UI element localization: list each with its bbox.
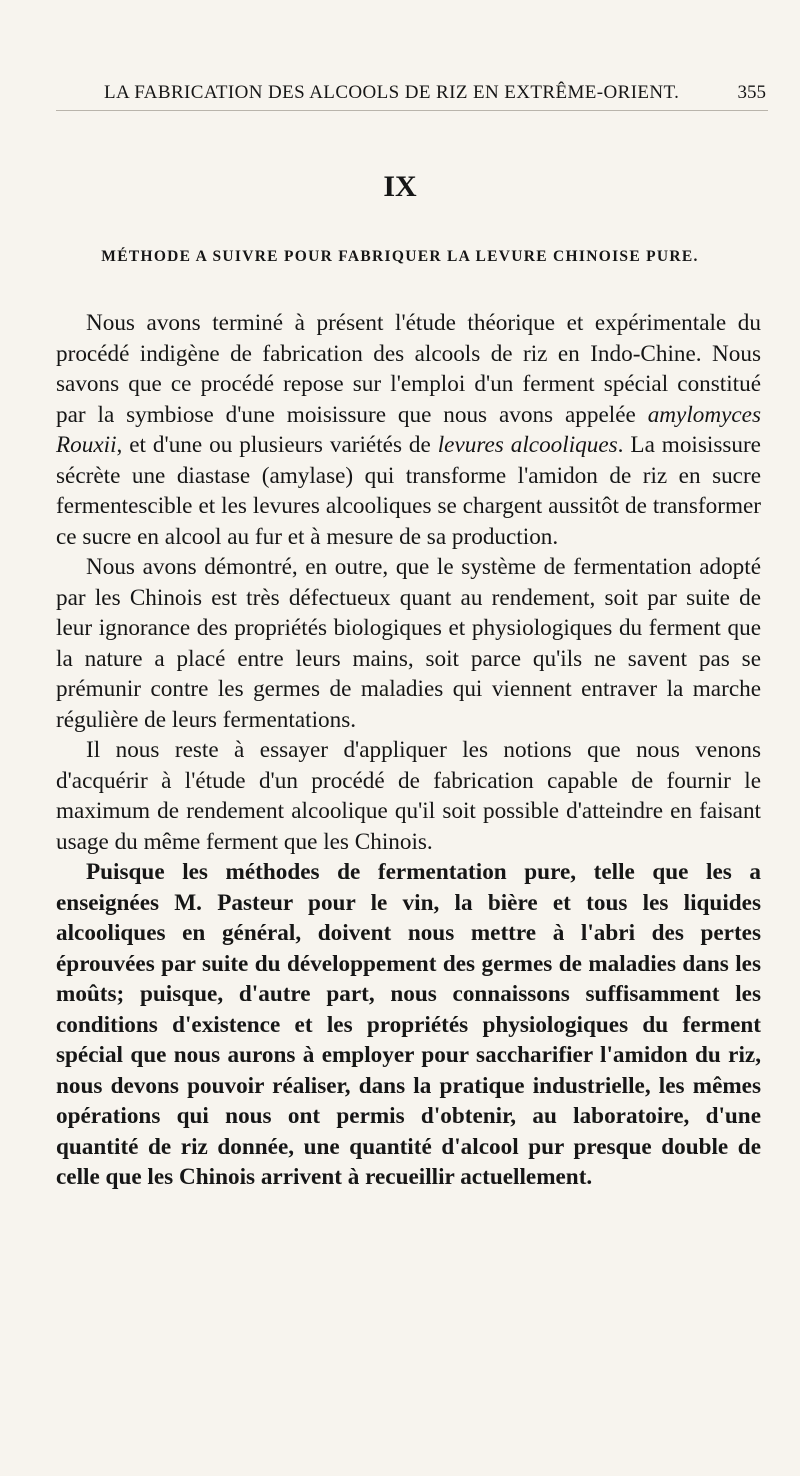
running-title: LA FABRICATION DES ALCOOLS DE RIZ EN EXTRÊME-ORIENT. — [104, 82, 680, 103]
page-number: 355 — [737, 82, 766, 103]
p1-text-a: Nous avons terminé à présent l'étude théorique et expérimentale du procédé indigène de fabrication des alcools de riz en Indo-Chine. Nous savons que ce procédé repose sur l'emploi d'un ferment spécial constitué par la symbiose d'une moisissure que nous avons appelée — [56, 310, 761, 428]
body-text — [56, 308, 761, 1193]
p1-yeast-term: levures alcooliques — [437, 432, 618, 458]
chapter-number: IX — [383, 170, 417, 203]
p1-species-name: amylomyces Rouxii — [56, 401, 761, 458]
p1-text-b: , et d'une ou plusieurs variétés de — [116, 432, 438, 458]
paragraph-3: Il nous reste à essayer d'appliquer les notions que nous venons d'acquérir à l'étude d'un procédé de fabrication capable de fournir le maximum de rendement alcoolique qu'il soit possible d'atteindre en faisant usage du même ferment que les Chinois. — [56, 737, 761, 855]
paragraph-4: Puisque les méthodes de fermentation pure, telle que les a enseignées M. Pasteur pour le vin, la bière et tous les liquides alcooliques en général, doivent nous mettre à l'abri des pertes éprouvées par suite du développement des germes de maladies dans les moûts; puisque, d'autre part, nous connaissons suffisamment les conditions d'existence et les propriétés physiologiques du ferment spécial que nous aurons à employer pour saccharifier l'amidon du riz, nous devons pouvoir réaliser, dans la pratique industrielle, les mêmes opérations qui nous ont permis d'obtenir, au laboratoire, d'une quantité de riz donnée, une quantité d'alcool pur presque double de celle que les Chinois arrivent à recueillir actuellement. — [56, 859, 761, 1190]
chapter-title: MÉTHODE A SUIVRE POUR FABRIQUER LA LEVURE CHINOISE PURE. — [101, 248, 699, 265]
paragraph-2: Nous avons démontré, en outre, que le système de fermentation adopté par les Chinois est très défectueux quant au rendement, soit par suite de leur ignorance des propriétés biologiques et physiologiques du ferment que la nature a placé entre leurs mains, soit parce qu'ils ne savent pas se prémunir contre les germes de maladies qui viennent entraver la marche régulière de leurs fermentations. — [56, 554, 761, 733]
p1-text-c: . La moisissure sécrète une diastase (amylase) qui transforme l'amidon de riz en sucre fermentescible et les levures alcooliques se chargent aussitôt de transformer ce sucre en alcool au fur et à mesure de sa production. — [56, 432, 761, 550]
paragraph-1 — [56, 308, 761, 552]
running-head — [56, 80, 768, 111]
